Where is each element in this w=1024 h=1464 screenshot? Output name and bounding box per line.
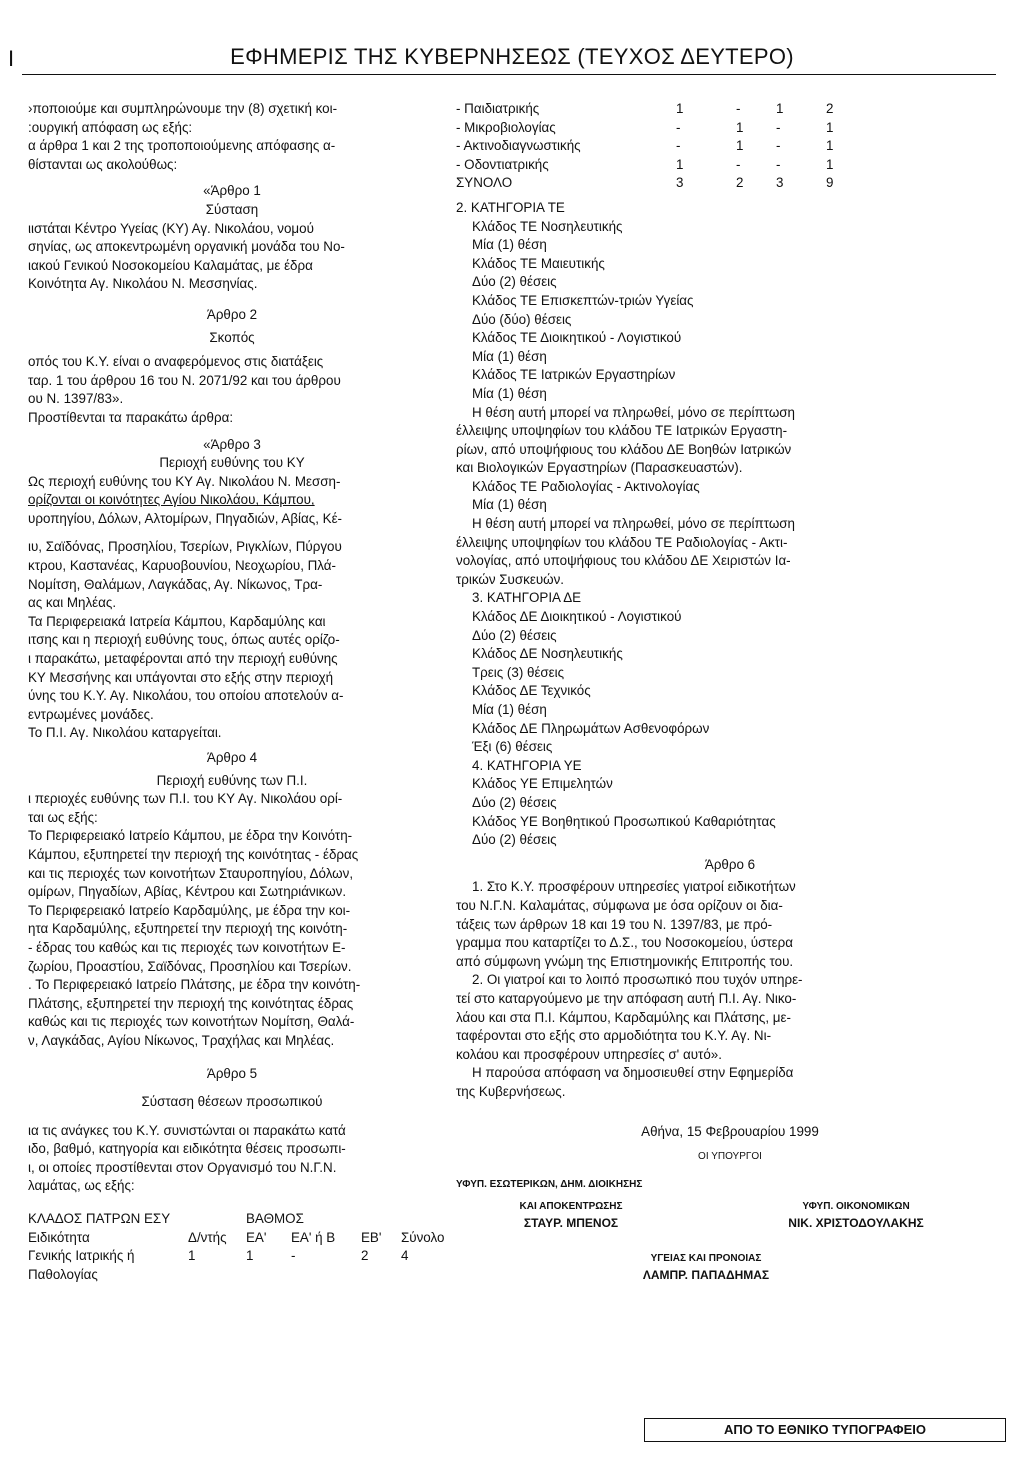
text-line: ομίρων, Πηγαδίων, Αβίας, Κέντρου και Σωτηριάνικων. bbox=[28, 884, 347, 900]
text-line: λάου και στα Π.Ι. Κάμπου, Καρδαμύλης και Πλάτσης, με- bbox=[456, 1009, 791, 1025]
text-line: Δύο (2) θέσεις bbox=[472, 794, 557, 810]
text-line: Κλάδος ΥΕ Επιμελητών bbox=[472, 776, 613, 792]
table-cell: 2 bbox=[361, 1248, 369, 1264]
table-cell: 1 bbox=[826, 119, 834, 135]
table-cell: 2 bbox=[736, 175, 744, 191]
table-cell: 2 bbox=[826, 101, 834, 116]
printer-footer: ΑΠΟ ΤΟ ΕΘΝΙΚΟ ΤΥΠΟΓΡΑΦΕΙΟ bbox=[644, 1418, 1006, 1442]
table-cell: ΕΑ' bbox=[246, 1229, 267, 1245]
ministers-heading: ΟΙ ΥΠΟΥΡΓΟΙ bbox=[698, 1151, 762, 1163]
table-cell: Ειδικότητα bbox=[28, 1229, 90, 1245]
signature-3 bbox=[596, 1252, 816, 1285]
signatory-name: ΝΙΚ. ΧΡΙΣΤΟΔΟΥΛΑΚΗΣ bbox=[788, 1216, 924, 1231]
text-line: της Κυβερνήσεως. bbox=[456, 1083, 566, 1099]
table-cell: - Παιδιατρικής bbox=[456, 101, 540, 116]
text-line: και Βιολογικών Εργαστηρίων (Παρασκευαστών). bbox=[456, 460, 743, 476]
text-line: σηνίας, ως αποκεντρωμένη οργανική μονάδα του Νο- bbox=[28, 239, 345, 255]
text-line: Έξι (6) θέσεις bbox=[472, 739, 553, 755]
table-cell: Παθολογίας bbox=[28, 1266, 98, 1282]
category-heading: 2. ΚΑΤΗΓΟΡΙΑ ΤΕ bbox=[456, 199, 565, 215]
table-cell: Δ/ντής bbox=[188, 1229, 227, 1245]
text-line: νολογίας, από υποψήφιους του κλάδου ΔΕ Χειριστών Ια- bbox=[456, 553, 791, 569]
signatory-name: ΣΤΑΥΡ. ΜΠΕΝΟΣ bbox=[523, 1216, 619, 1231]
table-cell: 1 bbox=[826, 138, 834, 154]
table-row bbox=[456, 137, 1004, 156]
text-line: 1. Στο Κ.Υ. προσφέρουν υπηρεσίες γιατροί ειδικοτήτων bbox=[472, 879, 796, 895]
text-line: Τα Περιφερειακά Ιατρεία Κάμπου, Καρδαμύλης και bbox=[28, 613, 326, 629]
article-title: Σύσταση bbox=[205, 201, 259, 217]
text-line: κολάου και προσφέρουν υπηρεσίες σ' αυτό». bbox=[456, 1046, 722, 1062]
article-heading: Άρθρο 2 bbox=[206, 306, 258, 322]
signatory-name: ΛΑΜΠΡ. ΠΑΠΑΔΗΜΑΣ bbox=[642, 1268, 770, 1283]
text-line: ητα Καρδαμύλης, εξυπηρετεί την περιοχή της κοινότη- bbox=[28, 921, 348, 937]
table-row bbox=[456, 156, 1004, 175]
article-heading: Άρθρο 4 bbox=[206, 750, 258, 765]
table-cell: - Μικροβιολογίας bbox=[456, 119, 556, 135]
page-number: I bbox=[8, 46, 15, 71]
table-cell: 1 bbox=[246, 1248, 254, 1264]
table-cell: ΒΑΘΜΟΣ bbox=[246, 1211, 304, 1227]
table-header-row bbox=[28, 1229, 445, 1248]
text-line: Κλάδος ΤΕ Μαιευτικής bbox=[472, 255, 605, 271]
text-line: Δύο (2) θέσεις bbox=[472, 627, 557, 643]
table-row bbox=[456, 119, 1004, 138]
table-cell: Γενικής Ιατρικής ή bbox=[28, 1248, 135, 1264]
text-line: ιυ, Σαϊδόνας, Προσηλίου, Τσερίων, Ριγκλίων, Πύργου bbox=[28, 539, 342, 555]
table-cell: - bbox=[776, 156, 781, 172]
text-line: α άρθρα 1 και 2 της τροποποιούμενης απόφασης α- bbox=[28, 138, 336, 154]
text-line: τρικών Συσκευών. bbox=[456, 571, 565, 587]
text-line: Κοινότητα Αγ. Νικολάου Ν. Μεσσηνίας. bbox=[28, 276, 258, 292]
text-line: κτρου, Καστανέας, Καρυοβουνίου, Νεοχωρίου, Πλά- bbox=[28, 558, 336, 574]
article-title: Σκοπός bbox=[209, 329, 255, 345]
table-cell: - Ακτινοδιαγνωστικής bbox=[456, 138, 581, 154]
table-cell: - bbox=[676, 119, 681, 135]
table-cell: ΕΑ' ή Β bbox=[291, 1229, 336, 1245]
text-line: ια τις ανάγκες του Κ.Υ. συνιστώνται οι παρακάτω κατά bbox=[28, 1122, 346, 1138]
header-rule bbox=[22, 74, 996, 75]
table-cell: - bbox=[736, 156, 741, 172]
table-cell: 9 bbox=[826, 175, 834, 191]
text-line: ν, Λαγκάδας, Αγίου Νίκωνος, Τραχήλας και Μηλέας. bbox=[28, 1032, 335, 1048]
text-line: :ουργική απόφαση ως εξής: bbox=[28, 119, 193, 135]
text-line: ιακού Γενικού Νοσοκομείου Καλαμάτας, με έδρα bbox=[28, 257, 313, 273]
text-line: ύνης του Κ.Υ. Αγ. Νικολάου, του οποίου αποτελούν α- bbox=[28, 688, 344, 704]
table-cell: - bbox=[676, 138, 681, 154]
article-heading: Άρθρο 6 bbox=[704, 856, 756, 872]
left-column bbox=[28, 100, 445, 1284]
table-cell: 3 bbox=[676, 175, 684, 191]
table-cell: 4 bbox=[401, 1248, 409, 1264]
table-cell: 1 bbox=[736, 138, 744, 154]
table-cell: - bbox=[776, 119, 781, 135]
text-line: υροπηγίου, Δόλων, Αλτομίρων, Πηγαδιών, Αβίας, Κέ- bbox=[28, 510, 343, 526]
text-line: Προστίθενται τα παρακάτω άρθρα: bbox=[28, 409, 234, 425]
table-cell: ΣΥΝΟΛΟ bbox=[456, 175, 513, 191]
table-cell: - bbox=[291, 1248, 296, 1264]
signatory-role: ΥΦΥΠ. ΟΙΚΟΝΟΜΙΚΩΝ bbox=[802, 1201, 910, 1213]
text-line: ρίων, από υποψήφιους του κλάδου ΔΕ Βοηθών Ιατρικών bbox=[456, 441, 792, 457]
article-heading: «Άρθρο 3 bbox=[203, 436, 261, 452]
text-line: ι, οι οποίες προστίθενται στον Οργανισμό του Ν.Γ.Ν. bbox=[28, 1159, 337, 1175]
staff-table bbox=[28, 1210, 445, 1284]
text-line: καθώς και τις περιοχές των κοινοτήτων Νομίτση, Θαλά- bbox=[28, 1014, 355, 1030]
table-cell bbox=[401, 1210, 451, 1229]
signatures-block bbox=[456, 1178, 1004, 1298]
text-line: Κλάδος ΔΕ Τεχνικός bbox=[472, 683, 591, 699]
table-cell: - bbox=[736, 101, 741, 116]
category-heading: 3. ΚΑΤΗΓΟΡΙΑ ΔΕ bbox=[472, 590, 582, 606]
signatory-role: ΚΑΙ ΑΠΟΚΕΝΤΡΩΣΗΣ bbox=[519, 1201, 623, 1213]
text-line: Η θέση αυτή μπορεί να πληρωθεί, μόνο σε περίπτωση bbox=[472, 516, 795, 532]
table-cell: Σύνολο bbox=[401, 1229, 445, 1245]
text-line: και τις περιοχές των κοινοτήτων Σταυροπηγίου, Δόλων, bbox=[28, 865, 354, 881]
text-line: οπός του Κ.Υ. είναι ο αναφερόμενος στις διατάξεις bbox=[28, 354, 324, 370]
table-header-row bbox=[28, 1210, 436, 1229]
text-line: - έδρας του καθώς και τις περιοχές των κοινοτήτων Ε- bbox=[28, 939, 346, 955]
text-line: Η θέση αυτή μπορεί να πληρωθεί, μόνο σε περίπτωση bbox=[472, 404, 795, 420]
text-line: του Ν.Γ.Ν. Καλαμάτας, σύμφωνα με όσα ορίζουν οι δια- bbox=[456, 897, 783, 913]
article-title: Σύσταση θέσεων προσωπικού bbox=[141, 1094, 323, 1110]
table-cell: 1 bbox=[188, 1248, 196, 1264]
text-line: Η παρούσα απόφαση να δημοσιευθεί στην Εφημερίδα bbox=[472, 1065, 794, 1081]
table-row bbox=[28, 1266, 436, 1285]
text-line: Το Περιφερειακό Ιατρείο Καρδαμύλης, με έδρα την κοι- bbox=[28, 902, 351, 918]
text-line: Ως περιοχή ευθύνης του ΚΥ Αγ. Νικολάου Ν. Μεσση- bbox=[28, 473, 341, 489]
table-cell: 1 bbox=[776, 101, 784, 116]
table-cell: 1 bbox=[676, 101, 684, 116]
table-cell: - bbox=[776, 138, 781, 154]
specialty-table bbox=[456, 100, 1004, 193]
table-cell: ΕΒ' bbox=[361, 1229, 382, 1245]
right-column bbox=[456, 100, 1004, 1298]
text-line: ι παρακάτω, μεταφέρονται από την περιοχή ευθύνης bbox=[28, 651, 338, 667]
text-line: ορίζονται οι κοινότητες Αγίου Νικολάου, Κάμπου, bbox=[28, 492, 315, 508]
text-line: ταφέρονται στο εξής στο αρμοδιότητα του Κ.Υ. Αγ. Νι- bbox=[456, 1028, 772, 1044]
text-line: Το Περιφερειακό Ιατρείο Κάμπου, με έδρα την Κοινότη- bbox=[28, 828, 353, 844]
text-line: έλλειψης υποψηφίων του κλάδου ΤΕ Ραδιολογίας - Ακτι- bbox=[456, 534, 788, 550]
text-line: ιδο, βαθμό, κατηγορία και ειδικότητα θέσεις προσωπι- bbox=[28, 1141, 346, 1157]
text-line: 2. Οι γιατροί και το λοιπό προσωπικό που τυχόν υπηρε- bbox=[472, 972, 803, 988]
text-line: ας και Μηλέας. bbox=[28, 595, 117, 611]
text-line: ζωρίου, Προαστίου, Σαϊδόνας, Προσηλίου και Τσερίων. bbox=[28, 958, 352, 974]
gazette-title: ΕΦΗΜΕΡΙΣ ΤΗΣ ΚΥΒΕΡΝΗΣΕΩΣ (ΤΕΥΧΟΣ ΔΕΥΤΕΡΟ) bbox=[230, 44, 794, 69]
text-line: ιιστάται Κέντρο Υγείας (ΚΥ) Αγ. Νικολάου, νομού bbox=[28, 220, 314, 236]
text-line: ι περιοχές ευθύνης των Π.Ι. του ΚΥ Αγ. Νικολάου ορί- bbox=[28, 791, 343, 807]
text-line: γραμμα που καταρτίζει το Δ.Σ., του Νοσοκομείου, ύστερα bbox=[456, 935, 793, 951]
signatory-role: ΥΓΕΙΑΣ ΚΑΙ ΠΡΟΝΟΙΑΣ bbox=[650, 1253, 762, 1265]
text-line: Δύο (2) θέσεις bbox=[472, 274, 557, 290]
table-cell bbox=[361, 1210, 401, 1229]
text-line: τεί στο καταργούμενο με την απόφαση αυτή Π.Ι. Αγ. Νικο- bbox=[456, 990, 797, 1006]
table-cell bbox=[188, 1210, 246, 1229]
table-cell: - Οδοντιατρικής bbox=[456, 156, 549, 172]
text-line: Κλάδος ΤΕ Ιατρικών Εργαστηρίων bbox=[472, 367, 676, 383]
text-line: τάξεις των άρθρων 18 και 19 του Ν. 1397/83, με πρό- bbox=[456, 916, 773, 932]
table-cell: ΚΛΑΔΟΣ ΠΑΤΡΩΝ ΕΣΥ bbox=[28, 1211, 171, 1227]
text-line: Πλάτσης, εξυπηρετεί την περιοχή της κοινότητας έδρας bbox=[28, 995, 354, 1011]
text-line: Κλάδος ΤΕ Διοικητικού - Λογιστικού bbox=[472, 330, 682, 346]
table-cell: 1 bbox=[826, 156, 834, 172]
signature-1 bbox=[456, 1178, 686, 1233]
article-heading: «Άρθρο 1 bbox=[203, 183, 261, 199]
text-line: Μία (1) θέση bbox=[472, 237, 547, 253]
text-line: έλλειψης υποψηφίων του κλάδου ΤΕ Ιατρικών Εργαστη- bbox=[456, 423, 788, 439]
text-line: από σύμφωνη γνώμη της Επιστημονικής Επιτροπής του. bbox=[456, 953, 794, 969]
signatory-role: ΥΦΥΠ. ΕΣΩΤΕΡΙΚΩΝ, ΔΗΜ. ΔΙΟΙΚΗΣΗΣ bbox=[456, 1179, 643, 1191]
text-line: Κάμπου, εξυπηρετεί την περιοχή της κοινότητας - έδρας bbox=[28, 846, 359, 862]
text-line: Κλάδος ΔΕ Διοικητικού - Λογιστικού bbox=[472, 609, 682, 625]
table-total-row bbox=[456, 174, 1004, 193]
text-line: ταρ. 1 του άρθρου 16 του Ν. 2071/92 και του άρθρου bbox=[28, 372, 341, 388]
text-line: Μία (1) θέση bbox=[472, 702, 547, 717]
table-row bbox=[28, 1247, 436, 1266]
text-line: Κλάδος ΤΕ Ραδιολογίας - Ακτινολογίας bbox=[472, 478, 700, 494]
text-line: Νομίτση, Θαλάμων, Λαγκάδας, Αγ. Νίκωνος, Τρα- bbox=[28, 576, 323, 592]
spacer bbox=[28, 528, 436, 538]
text-line: Τρεις (3) θέσεις bbox=[472, 664, 565, 680]
text-line: Δύο (δύο) θέσεις bbox=[472, 311, 572, 327]
text-line: θίστανται ως ακολούθως: bbox=[28, 156, 178, 172]
text-line: Κλάδος ΔΕ Πληρωμάτων Ασθενοφόρων bbox=[472, 720, 710, 736]
text-line: Κλάδος ΤΕ Επισκεπτών-τριών Υγείας bbox=[472, 292, 694, 308]
text-line: Κλάδος ΔΕ Νοσηλευτικής bbox=[472, 646, 623, 662]
text-line: Μία (1) θέση bbox=[472, 385, 547, 401]
text-line: ΚΥ Μεσσήνης και υπάγονται στο εξής στην περιοχή bbox=[28, 669, 334, 685]
article-title: Περιοχή ευθύνης των Π.Ι. bbox=[156, 772, 308, 788]
text-line: Το Π.Ι. Αγ. Νικολάου καταργείται. bbox=[28, 725, 222, 741]
table-cell: 1 bbox=[676, 156, 684, 172]
article-heading: Άρθρο 5 bbox=[206, 1065, 258, 1081]
text-line: Δύο (2) θέσεις bbox=[472, 832, 557, 848]
table-cell: 1 bbox=[736, 119, 744, 135]
text-line: Μία (1) θέση bbox=[472, 497, 547, 513]
table-row bbox=[456, 100, 1004, 119]
text-line: λαμάτας, ως εξής: bbox=[28, 1178, 135, 1194]
text-line: ται ως εξής: bbox=[28, 809, 98, 825]
text-line: Κλάδος ΤΕ Νοσηλευτικής bbox=[472, 218, 623, 234]
text-line: ιτσης και η περιοχή ευθύνης τους, όπως αυτές ορίζο- bbox=[28, 632, 340, 648]
table-cell: 3 bbox=[776, 175, 784, 191]
text-line: ου Ν. 1397/83». bbox=[28, 391, 124, 407]
text-line: ›ποποιούμε και συμπληρώνουμε την (8) σχετική κοι- bbox=[28, 101, 338, 116]
article-title: Περιοχή ευθύνης του ΚΥ bbox=[159, 455, 305, 471]
signature-2 bbox=[746, 1200, 966, 1233]
text-line: Κλάδος ΥΕ Βοηθητικού Προσωπικού Καθαριότητας bbox=[472, 813, 776, 829]
text-line: εντρωμένες μονάδες. bbox=[28, 706, 154, 722]
text-line: . Το Περιφερειακό Ιατρείο Πλάτσης, με έδρα την κοινότη- bbox=[28, 977, 361, 993]
signing-date: Αθήνα, 15 Φεβρουαρίου 1999 bbox=[641, 1124, 819, 1140]
text-line: Μία (1) θέση bbox=[472, 348, 547, 364]
category-heading: 4. ΚΑΤΗΓΟΡΙΑ ΥΕ bbox=[472, 757, 582, 773]
